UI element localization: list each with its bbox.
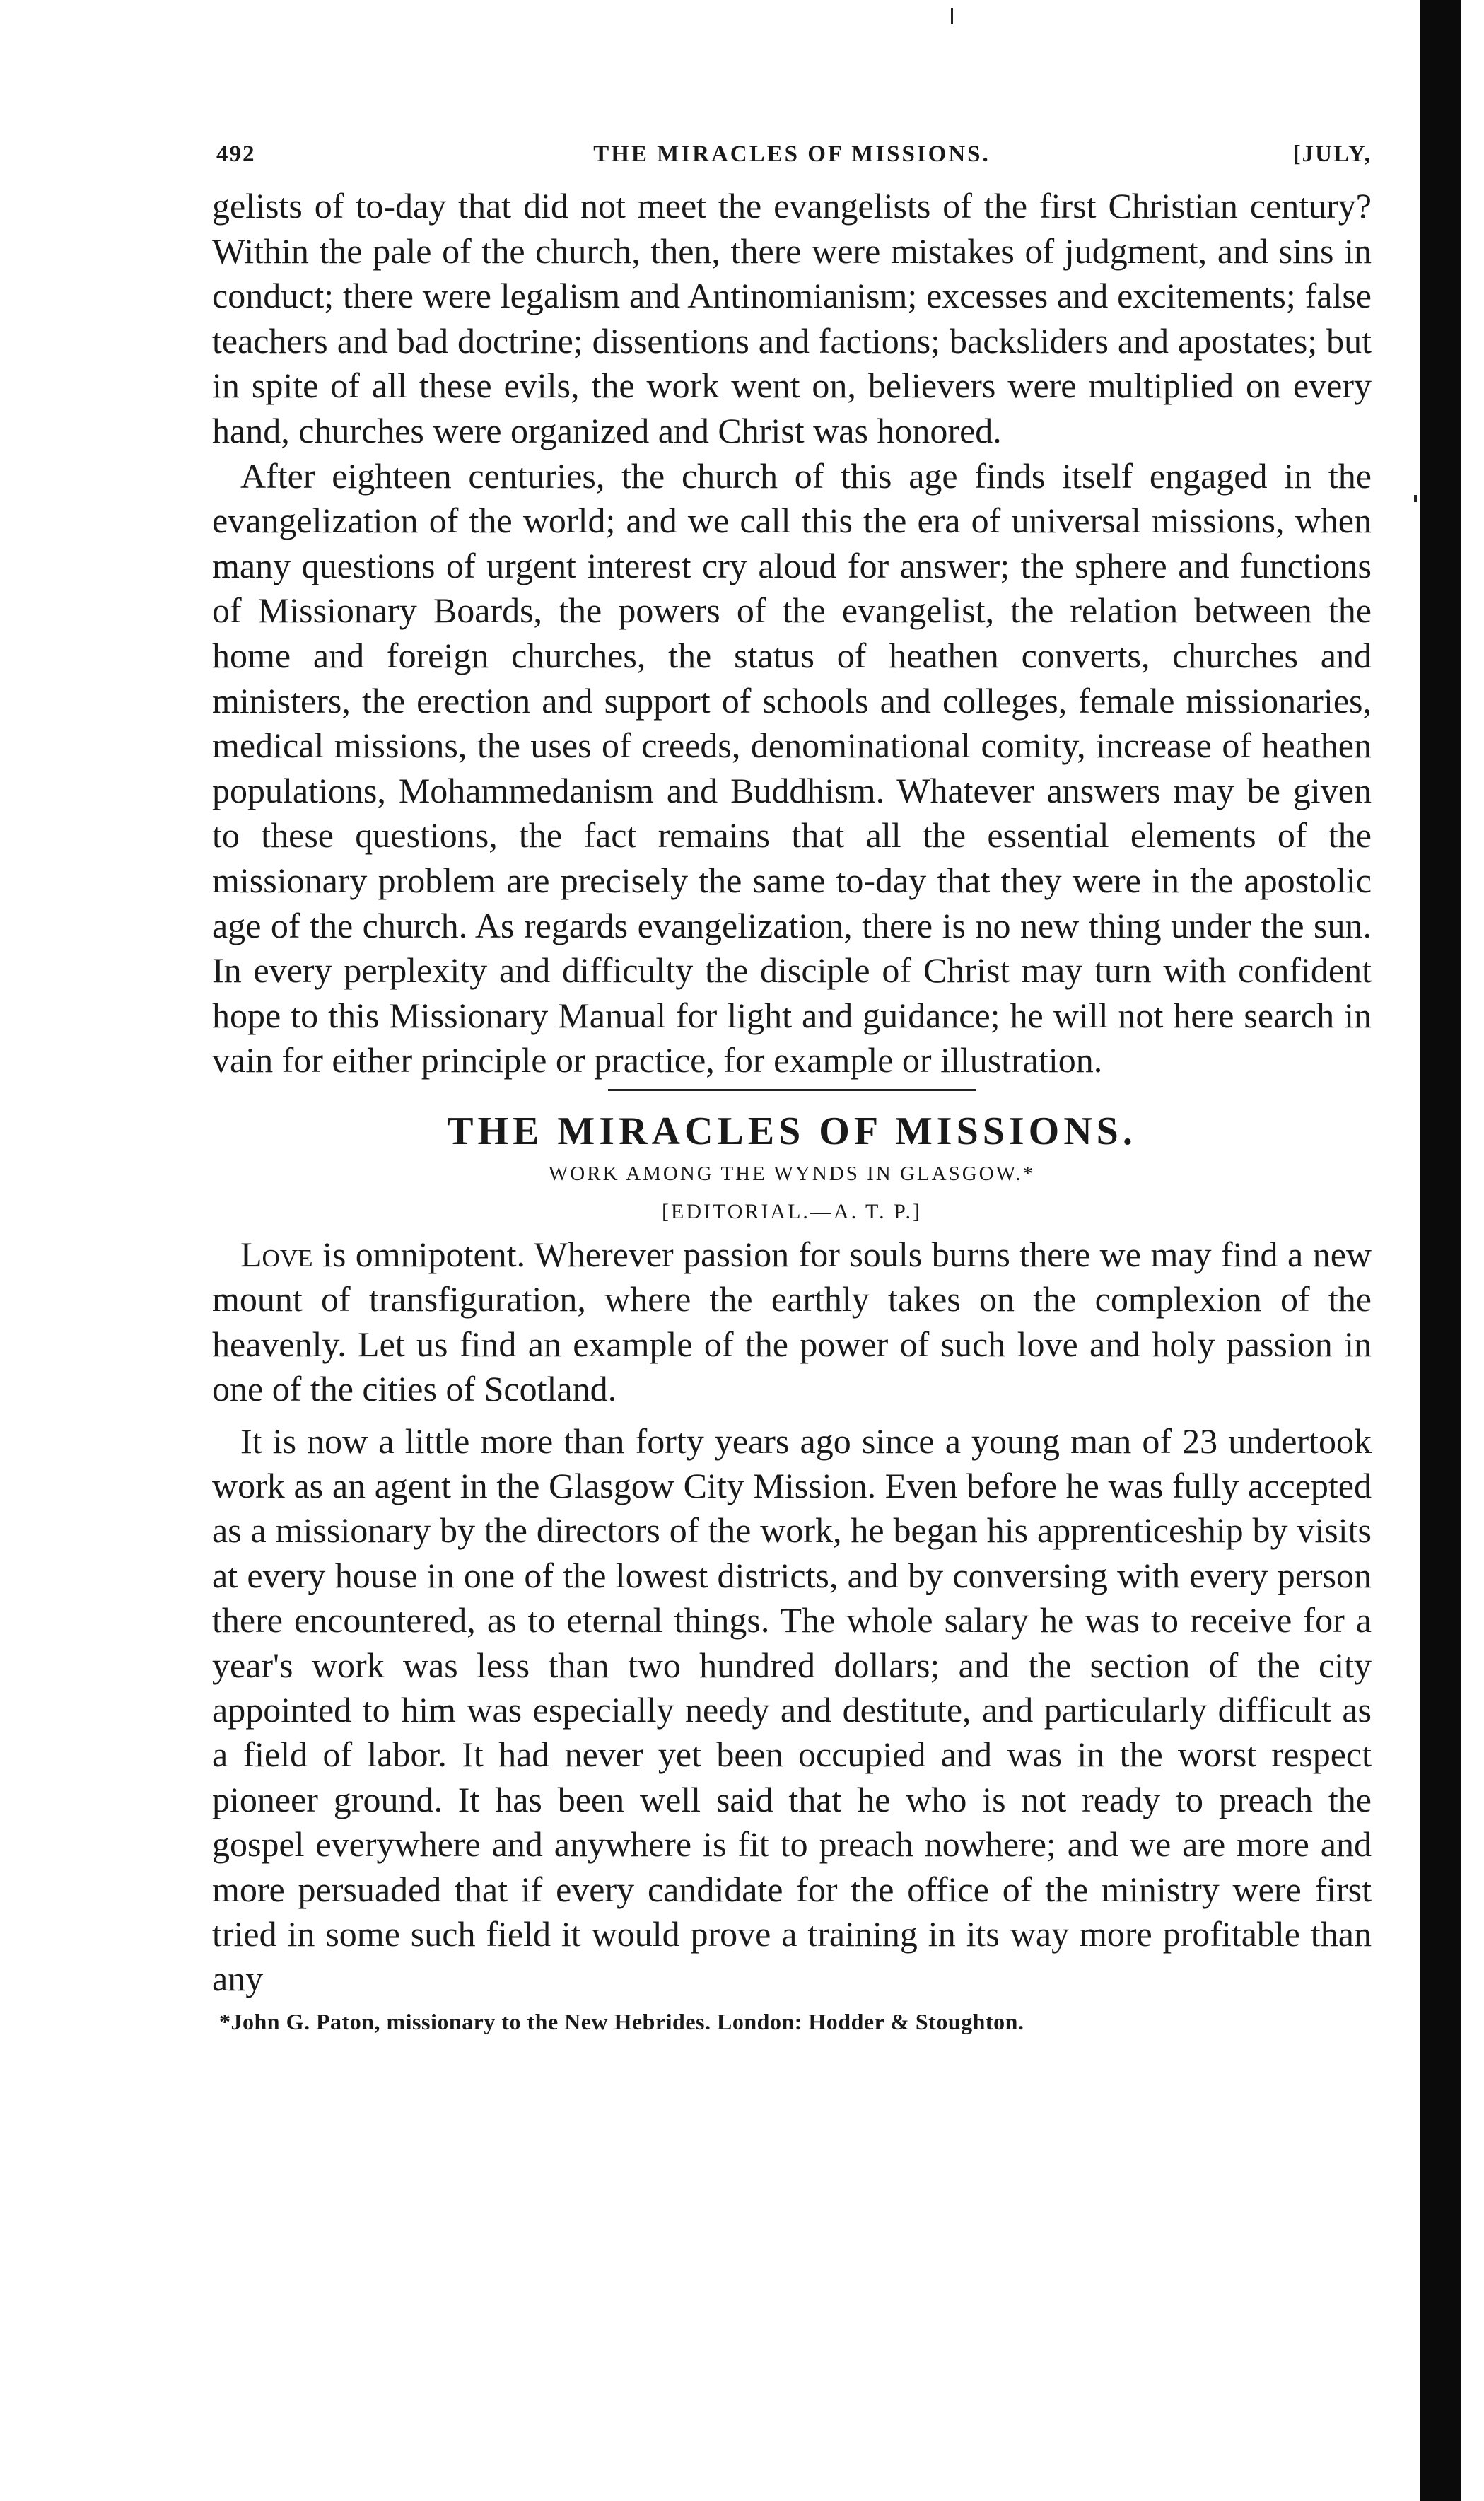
edge-fleck-mark [1414,495,1417,502]
footnote: *John G. Paton, missionary to the New Hebrides. London: Hodder & Stoughton. [219,2008,1024,2034]
page-content [212,141,1372,2037]
section-title: THE MIRACLES OF MISSIONS. [447,1109,1137,1153]
running-head [212,141,1372,184]
section-subtitle: WORK AMONG THE WYNDS IN GLASGOW.* [548,1162,1036,1185]
paragraph-evangelization: After eighteen centuries, the church of this age finds itself engaged in the evangelization of the world; and we call this the era of universal missions, when many questions of urgent interest cry aloud for answer; the sphere and functions of Missionary Boards, the powers of the evangelist, the relation between the home and foreign churches, the status of heathen converts, churches and ministers, the erection and support of schools and colleges, female missionaries, medical missions, the uses of creeds, denominational comity, increase of heathen populations, Mohammedanism and Buddhism. Whatever answers may be given to these questions, the fact remains that all the essential elements of the missionary problem are precisely the same to-day that they were in the apostolic age of the church. As regards evangelization, there is no new thing under the sun. In every perplexity and difficulty the disciple of Christ may turn with confident hope to this Missionary Manual for light and guidance; he will not here search in vain for either principle or practice, for example or illustration. [212,455,1372,1080]
paragraph-love-text: is omnipotent. Wherever passion for souls burns there we may find a new mount of transfiguration, where the earthly takes on the complexion of the heavenly. Let us find an example of the power of such love and holy passion in one of the cities of Scotland. [212,1234,1372,1409]
section-byline: [EDITORIAL.—A. T. P.] [662,1199,922,1223]
running-month: [JULY, [1292,141,1372,167]
running-title: THE MIRACLES OF MISSIONS. [593,141,991,167]
edge-fleck-mark [951,8,953,24]
drop-lead-word: Love [240,1234,313,1274]
section-divider [608,1089,976,1091]
paragraph-continuation: gelists of to-day that did not meet the evangelists of the first Christian century? Within the pale of the church, then, there were mistakes of judgment, and sins in conduct; there were legalism and Antinomianism; excesses and excitements; false teachers and bad doctrine; dissentions and factions; backsliders and apostates; but in spite of all these evils, the work went on, believers were multiplied on every hand, churches were organized and Christ was honored. [212,186,1372,450]
page-number: 492 [216,141,256,167]
binding-edge [1420,0,1461,2501]
paragraph-glasgow-mission: It is now a little more than forty years ago since a young man of 23 undertook work as an agent in the Glasgow City Mission. Even before he was fully accepted as a missionary by the directors of the work, he began his apprenticeship by visits at every house in one of the lowest districts, and by conversing with every person there encountered, as to eternal things. The whole salary he was to receive for a year's work was less than two hundred dollars; and the section of the city appointed to him was especially needy and destitute, and particularly difficult as a field of labor. It had never yet been occupied and was in the worst respect pioneer ground. It has been well said that he who is not ready to preach the gospel everywhere and anywhere is fit to preach nowhere; and we are more and more persuaded that if every candidate for the office of the ministry were first tried in some such field it would prove a training in its way more profitable than any [212,1421,1372,1999]
paragraph-love [212,1232,1372,1412]
